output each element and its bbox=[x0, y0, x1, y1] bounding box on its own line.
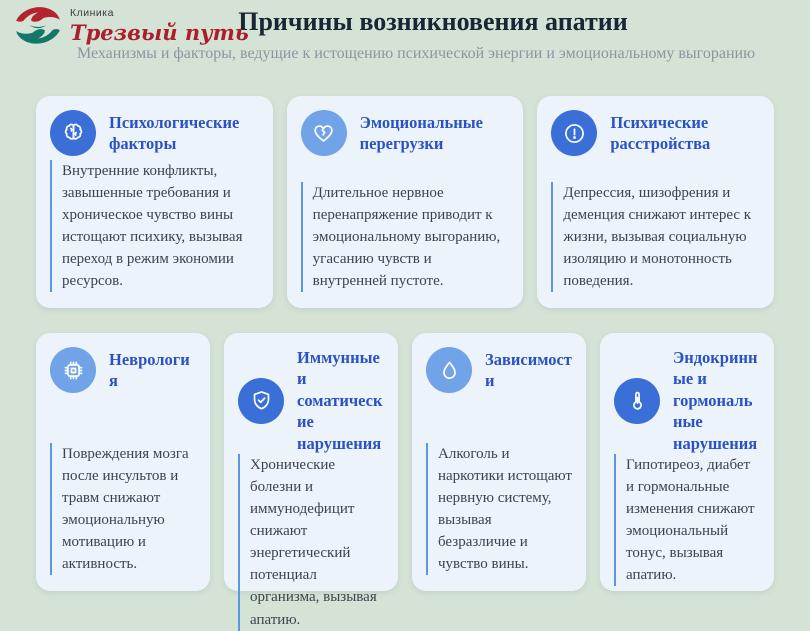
cards-area bbox=[0, 96, 810, 628]
clinic-logo bbox=[10, 4, 249, 52]
logo-clinic-name: Трезвый путь bbox=[70, 19, 249, 45]
card-body: Гипотиреоз, диабет и гормональные изменения снижают эмоциональный тонус, вызывая апатию. bbox=[614, 454, 760, 586]
hands-logo-icon bbox=[10, 4, 66, 52]
card-title: Неврология bbox=[109, 349, 190, 390]
card-psychological-factors bbox=[36, 96, 273, 308]
page-title: Причины возникновения апатии bbox=[238, 7, 628, 36]
card-body: Депрессия, шизофрения и деменция снижают интерес к жизни, вызывая социальную изоляцию и монотонность поведения. bbox=[551, 182, 760, 292]
card-title: Иммунные и соматические нарушения bbox=[297, 348, 383, 453]
card-title: Эмоциональные перегрузки bbox=[359, 112, 483, 153]
card-body: Повреждения мозга после инсультов и травм снижают эмоциональную мотивацию и активность. bbox=[50, 443, 196, 575]
shield-check-icon bbox=[238, 378, 284, 424]
broken-heart-icon bbox=[301, 110, 347, 156]
card-body: Алкоголь и наркотики истощают нервную систему, вызывая безразличие и чувство вины. bbox=[426, 443, 572, 575]
brain-icon bbox=[50, 110, 96, 156]
card-title: Психологические факторы bbox=[109, 112, 240, 153]
cards-row-bottom bbox=[36, 333, 774, 628]
logo-clinic-label: Клиника bbox=[70, 7, 114, 19]
alert-circle-icon bbox=[551, 110, 597, 156]
page-subtitle: Механизмы и факторы, ведущие к истощению психической энергии и эмоциональному выгоранию bbox=[76, 45, 756, 62]
card-title: Психические расстройства bbox=[610, 112, 711, 153]
water-drop-icon bbox=[426, 347, 472, 393]
header bbox=[0, 0, 810, 88]
card-mental-disorders bbox=[537, 96, 774, 308]
card-body: Длительное нервное перенапряжение приводит к эмоциональному выгоранию, угасанию чувств и внутренней пустоте. bbox=[301, 182, 510, 292]
card-neurology bbox=[36, 333, 210, 591]
card-emotional-overload bbox=[287, 96, 524, 308]
card-body: Хронические болезни и иммунодефицит снижают энергетический потенциал организма, вызывая апатию. bbox=[238, 454, 384, 630]
cpu-icon bbox=[50, 347, 96, 393]
card-endocrine-hormonal bbox=[600, 333, 774, 591]
card-immune-somatic bbox=[224, 333, 398, 628]
card-body: Внутренние конфликты, завышенные требования и хроническое чувство вины истощают психику, вызывая переход в режим экономии ресурсов. bbox=[50, 160, 259, 292]
cards-row-top bbox=[36, 96, 774, 308]
thermometer-icon bbox=[614, 378, 660, 424]
card-addictions bbox=[412, 333, 586, 591]
card-title: Эндокринные и гормональные нарушения bbox=[673, 348, 758, 453]
card-title: Зависимости bbox=[485, 349, 572, 390]
